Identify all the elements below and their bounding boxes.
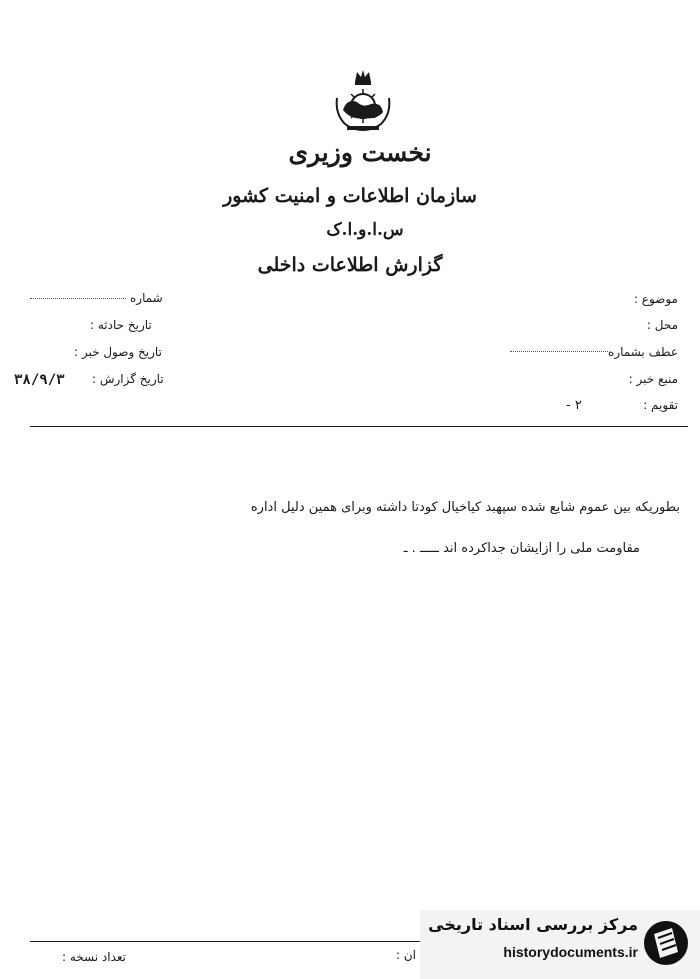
copies-label: تعداد نسخه :	[62, 950, 127, 964]
subject-label: موضوع :	[633, 292, 678, 306]
incident-date-label: تاریخ حادثه :	[90, 318, 152, 332]
footer-cut-text: ان :	[396, 948, 417, 962]
archive-logo-icon	[642, 918, 690, 968]
report-date-value: ۳۸/۹/۳	[14, 372, 65, 388]
watermark-title: مرکز بررسی اسناد تاریخی	[428, 915, 638, 934]
footer-divider	[30, 941, 450, 942]
reference-label: عطف بشماره	[608, 345, 678, 359]
watermark-url: historydocuments.ir	[503, 944, 638, 960]
report-date-label: تاریخ گزارش :	[92, 372, 164, 386]
header-divider	[30, 426, 688, 427]
lion-and-sun-emblem-icon	[333, 68, 393, 134]
report-body-line-2: مقاومت ملی را ازایشان جداکرده اند ـــــ . ـ	[403, 541, 640, 556]
source-value: ۲ -	[566, 398, 582, 413]
received-date-label: تاریخ وصول خبر :	[74, 345, 162, 359]
calendar-label: تقویم :	[643, 398, 678, 412]
ministry-title: نخست وزیری	[288, 138, 432, 167]
organization-title: سازمان اطلاعات و امنیت کشور	[223, 185, 477, 207]
number-dotted-line	[30, 290, 126, 299]
reference-dotted-line	[510, 343, 608, 352]
report-body-line-1: بطوریکه بین عموم شایع شده سپهبد کیاخیال کودتا داشته وبرای همین دلیل اداره	[250, 500, 680, 515]
report-type-title: گزارش اطلاعات داخلی	[257, 254, 443, 276]
source-label: منبع خبر :	[628, 372, 678, 386]
organization-abbreviation: س.ا.و.ا.ک	[326, 220, 404, 240]
number-label: شماره	[130, 291, 163, 305]
place-label: محل :	[646, 318, 678, 332]
